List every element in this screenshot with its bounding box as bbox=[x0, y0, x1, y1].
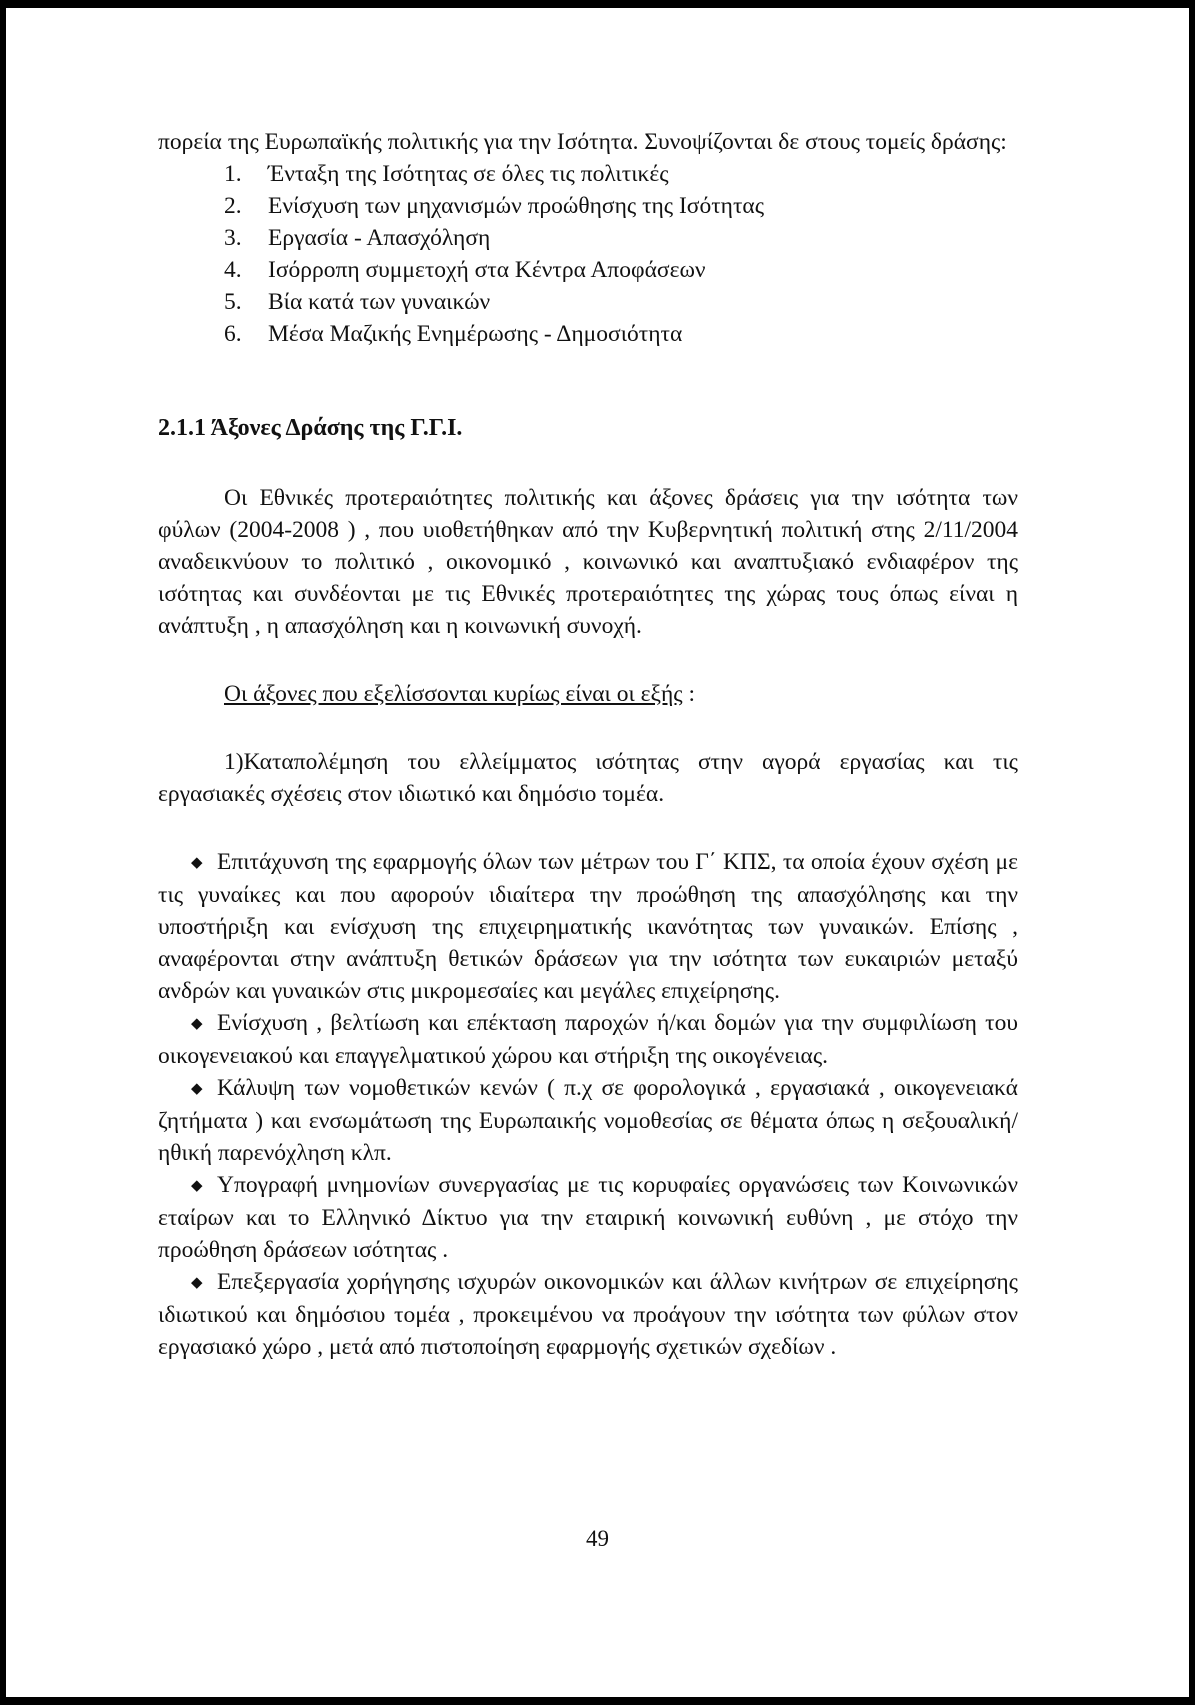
list-item bbox=[224, 318, 1018, 350]
bullet-text: Επεξεργασία χορήγησης ισχυρών οικονομικών και άλλων κινήτρων σε επιχείρησης ιδιωτικού και δημόσιου τομέα , προκειμένου να προάγουν την ισότητα των φύλων στον εργασιακό χώρο , μετά από πιστοποίηση εφαρμογής σχετικών σχεδίων . bbox=[158, 1269, 1018, 1360]
list-label: Ισόρροπη συμμετοχή στα Κέντρα Αποφάσεων bbox=[268, 257, 706, 283]
list-label: Βία κατά των γυναικών bbox=[268, 289, 491, 315]
diamond-bullet-icon: ◆ bbox=[191, 855, 203, 871]
scan-border-right bbox=[1189, 0, 1195, 1705]
list-item bbox=[224, 254, 1018, 286]
diamond-bullet-icon: ◆ bbox=[191, 1016, 203, 1032]
priorities-paragraph: Οι Εθνικές προτεραιότητες πολιτικής και άξονες δράσεις για την ισότητα των φύλων (2004-2008 ) , που υιοθετήθηκαν από την Κυβερνητική πολιτική στης 2/11/2004 αναδεικνύουν το πολιτικό , οικονομικό , κοινωνικό και αναπτυξιακό ενδιαφέρον της ισότητας και συνδέονται με τις Εθνικές προτεραιότητες της χώρας τους όπως είναι η ανάπτυξη , η απασχόληση και η κοινωνική συνοχή. bbox=[158, 485, 1018, 639]
bullet-item bbox=[158, 1266, 1018, 1363]
diamond-bullet-icon: ◆ bbox=[191, 1081, 203, 1097]
document-page bbox=[158, 126, 1018, 1363]
axes-intro-underlined: Οι άξονες που εξελίσσονται κυρίως είναι οι εξής bbox=[224, 681, 683, 707]
scan-border-left bbox=[0, 0, 6, 1705]
bullet-text: Επιτάχυνση της εφαρμογής όλων των μέτρων του Γ΄ ΚΠΣ, τα οποία έχουν σχέση με τις γυναίκες και που αφορούν ιδιαίτερα την προώθηση της απασχόλησης και την υποστήριξη και ενίσχυση της επιχειρηματικής ικανότητας των γυναικών. Επίσης , αναφέρονται στην ανάπτυξη θετικών δράσεων για την ισότητα των ευκαιριών μεταξύ ανδρών και γυναικών στις μικρομεσαίες και μεγάλες επιχείρησης. bbox=[158, 849, 1018, 1004]
diamond-bullet-icon: ◆ bbox=[191, 1178, 203, 1194]
bullet-text: Κάλυψη των νομοθετικών κενών ( π.χ σε φορολογικά , εργασιακά , οικογενειακά ζητήματα ) και ενσωμάτωση της Ευρωπαικής νομοθεσίας σε θέματα όπως η σεξουαλική/ηθική παρενόχληση κλπ. bbox=[158, 1075, 1018, 1166]
list-number: 4. bbox=[224, 257, 242, 283]
bullet-item bbox=[158, 1072, 1018, 1169]
diamond-bullet-icon: ◆ bbox=[191, 1275, 203, 1291]
list-number: 2. bbox=[224, 193, 242, 219]
list-number: 1. bbox=[224, 161, 242, 187]
axis-1-text: 1)Καταπολέμηση του ελλείμματος ισότητας στην αγορά εργασίας και τις εργασιακές σχέσεις στον ιδιωτικό και δημόσιο τομέα. bbox=[158, 749, 1018, 807]
intro-text: πορεία της Ευρωπαϊκής πολιτικής για την Ισότητα. Συνοψίζονται δε στους τομείς δράσης: bbox=[158, 129, 1007, 155]
list-number: 3. bbox=[224, 225, 242, 251]
bullet-item bbox=[158, 1169, 1018, 1266]
list-label: Ένταξη της Ισότητας σε όλες τις πολιτικές bbox=[268, 161, 669, 187]
list-number: 5. bbox=[224, 289, 242, 315]
bullet-text: Υπογραφή μνημονίων συνεργασίας με τις κορυφαίες οργανώσεις των Κοινωνικών εταίρων και το Ελληνικό Δίκτυο για την εταιρική κοινωνική ευθύνη , με στόχο την προώθηση δράσεων ισότητας . bbox=[158, 1172, 1018, 1263]
scan-border-top bbox=[0, 0, 1195, 8]
focus-areas-list bbox=[158, 158, 1018, 350]
list-label: Μέσα Μαζικής Ενημέρωσης - Δημοσιότητα bbox=[268, 321, 683, 347]
list-item bbox=[224, 286, 1018, 318]
bullet-item bbox=[158, 1007, 1018, 1072]
axes-intro-suffix: : bbox=[682, 681, 696, 707]
list-label: Ενίσχυση των μηχανισμών προώθησης της Ισότητας bbox=[268, 193, 765, 219]
section-heading: 2.1.1 Άξονες Δράσης της Γ.Γ.Ι. bbox=[158, 415, 463, 441]
list-item bbox=[224, 158, 1018, 190]
page-number: 49 bbox=[586, 1526, 609, 1551]
scan-border-bottom bbox=[0, 1697, 1195, 1705]
axes-intro bbox=[158, 678, 1018, 710]
list-number: 6. bbox=[224, 321, 242, 347]
list-item bbox=[224, 222, 1018, 254]
bullet-list bbox=[158, 846, 1018, 1363]
bullet-text: Ενίσχυση , βελτίωση και επέκταση παροχών ή/και δομών για την συμφιλίωση του οικογενειακού και επαγγελματικού χώρου και στήριξη της οικογένειας. bbox=[158, 1010, 1018, 1069]
bullet-item bbox=[158, 846, 1018, 1007]
list-item bbox=[224, 190, 1018, 222]
list-label: Εργασία - Απασχόληση bbox=[268, 225, 491, 251]
